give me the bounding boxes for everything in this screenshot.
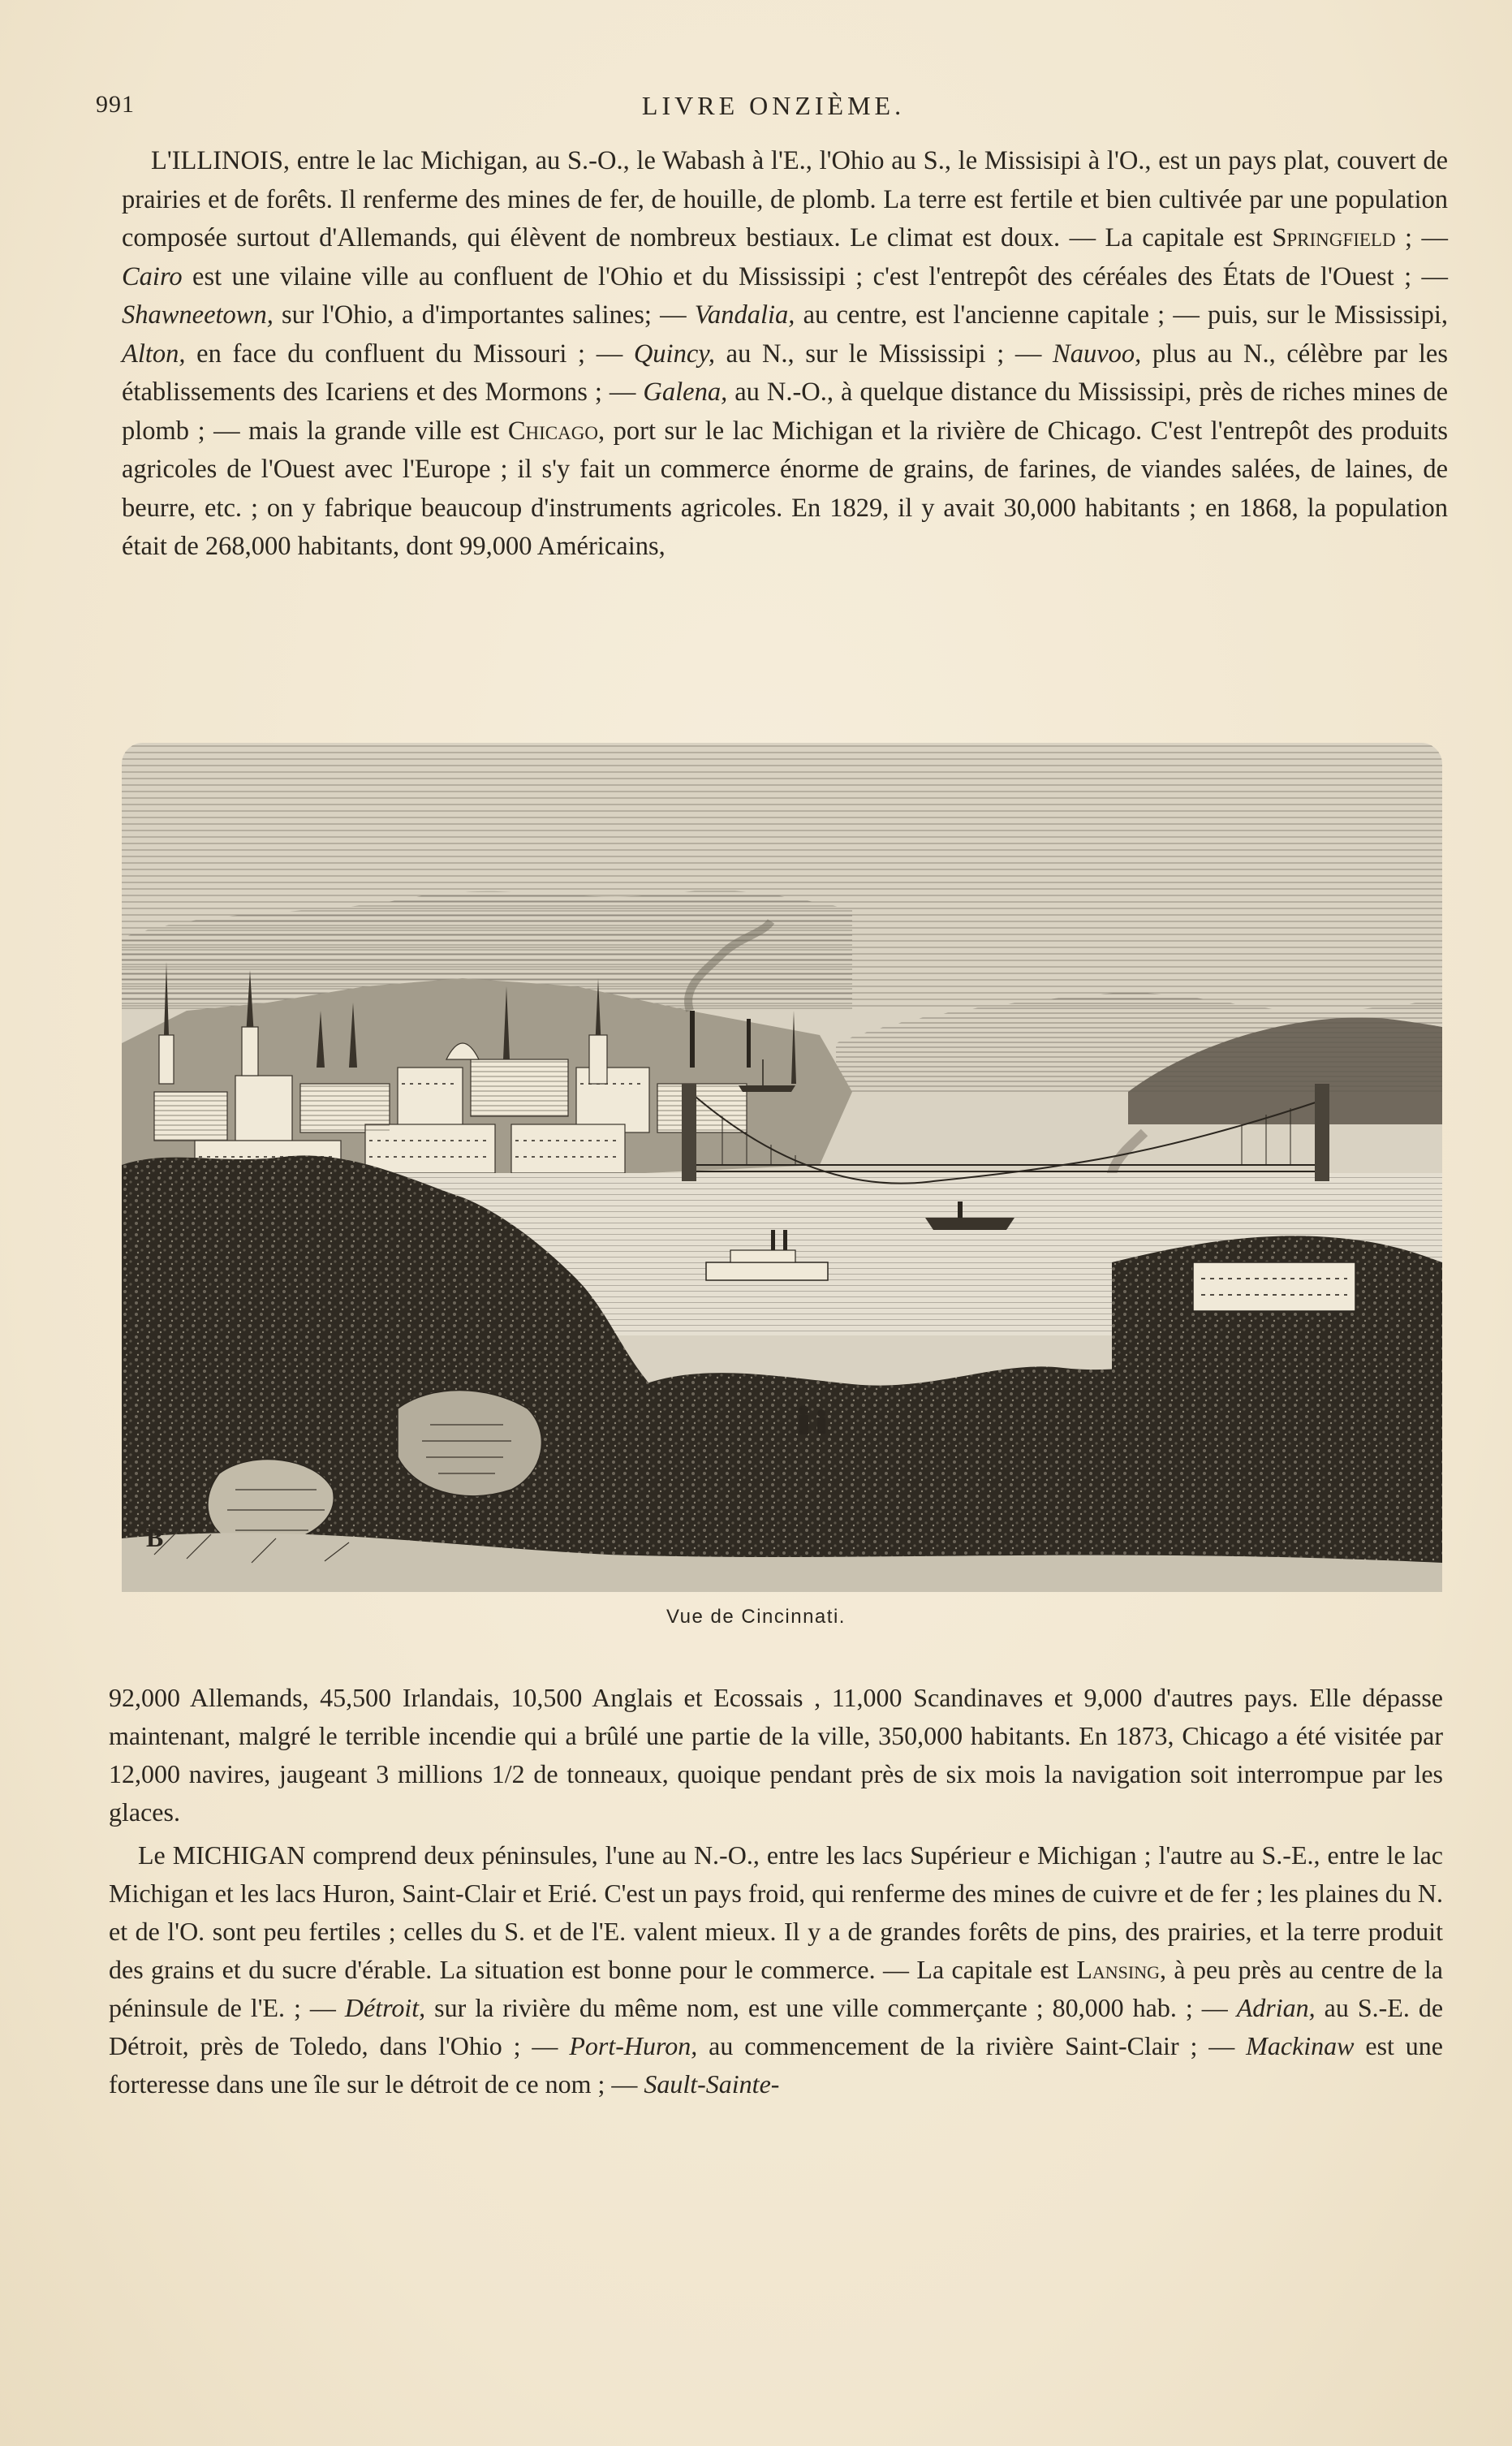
text-run: sur l'Ohio, a d'importantes salines; —	[273, 300, 695, 330]
engraver-monogram: B	[146, 1523, 164, 1552]
text-run: est une vilaine ville au confluent de l'Ohio et du Mississipi ; c'est l'entrepôt des céréales des États de l'Ouest ; —	[182, 261, 1448, 291]
text-run: port sur le lac Michigan et la rivière de Chicago. C'est l'entrepôt des produits agricoles de l'Ouest avec l'Europe ; il s'y fait un commerce énorme de grains, de farines, de viandes salées, de laines, de beurre, etc. ; on y fabrique beaucoup d'instruments agricoles. En 1829, il y avait 30,000 habitants ; en 1868, la population était de 268,000 habitants, dont 99,000 Américains,	[122, 416, 1448, 561]
place-quincy: Quincy,	[633, 339, 716, 369]
place-springfield: Springfield	[1272, 223, 1396, 252]
place-vandalia: Vandalia,	[694, 300, 795, 330]
engraving-cincinnati	[122, 743, 1442, 1592]
text-run: en face du confluent du Missouri ; —	[185, 339, 634, 369]
text-run: au N., sur le Mississipi ; —	[715, 339, 1053, 369]
page-number: 991	[96, 91, 135, 118]
place-nauvoo: Nauvoo,	[1053, 339, 1142, 369]
place-detroit: Détroit,	[344, 1993, 426, 2022]
chicago-continuation: 92,000 Allemands, 45,500 Irlandais, 10,500 Anglais et Ecossais , 11,000 Scandinaves et 9,000 d'autres pays. Elle dépasse maintenant, malgré le terrible incendie qui a brûlé une partie de la ville, 350,000 habitants. En 1873, Chicago a été visitée par 12,000 navires, jaugeant 3 millions 1/2 de tonneaux, quoique pendant près de six mois la navigation soit interrompue par les glaces.	[109, 1683, 1443, 1827]
figure-caption: Vue de Cincinnati.	[666, 1606, 846, 1628]
page-header	[96, 91, 1451, 132]
text-run: ; —	[1395, 223, 1448, 252]
place-mackinaw: Mackinaw	[1246, 2031, 1355, 2060]
michigan-paragraph	[109, 1836, 1443, 2103]
lower-text	[109, 1679, 1443, 2103]
place-sault-sainte: Sault-Sainte-	[644, 2069, 780, 2099]
text-run: au S.-E. de Détroit, près de Toledo, dans l'Ohio ; —	[109, 1993, 1444, 2060]
illinois-paragraph	[122, 142, 1448, 567]
text-run: au N.-O., à quelque distance du Mississipi, près de riches mines de plomb ; — mais la grande ville est	[122, 377, 1449, 446]
place-galena: Galena,	[643, 377, 728, 407]
running-title: LIVRE ONZIÈME.	[641, 91, 906, 120]
text-run: au commencement de la rivière Saint-Clair ; —	[697, 2031, 1247, 2060]
place-cairo: Cairo	[122, 261, 183, 291]
text-run: sur la rivière du même nom, est une ville commerçante ; 80,000 hab. ; —	[425, 1993, 1237, 2022]
place-shawneetown: Shawneetown,	[122, 300, 274, 330]
text-run: au centre, est l'ancienne capitale ; — puis, sur le Mississipi,	[795, 300, 1448, 330]
text-run: L'ILLINOIS, entre le lac Michigan, au S.-O., le Wabash à l'E., l'Ohio au S., le Missisipi à l'O., est un pays plat, couvert de prairies et de forêts. Il renferme des mines de fer, de houille, de plomb. La terre est fertile et bien cultivée par une population composée surtout d'Allemands, qui élèvent de nombreux bestiaux. Le climat est doux. — La capitale est	[122, 146, 1448, 252]
text-run: Le MICHIGAN comprend deux péninsules, l'une au N.-O., entre les lacs Supérieur e Michigan ; l'autre au S.-E., entre le lac Michigan et les lacs Huron, Saint-Clair et Erié. C'est un pays froid, qui renferme des mines de cuivre et de fer ; les plaines du N. et de l'O. sont peu fertiles ; celles du S. et de l'E. valent mieux. Il y a de grandes forêts de pins, des prairies, et la terre produit des grains et du sucre d'érable. La situation est bonne pour le commerce. — La capitale est	[109, 1840, 1443, 1984]
text-run: est une forteresse dans une île sur le détroit de ce nom ; —	[109, 2031, 1444, 2099]
place-chicago: Chicago,	[507, 416, 605, 446]
place-adrian: Adrian,	[1236, 1993, 1316, 2022]
text-run: à peu près au centre de la péninsule de l'E. ; —	[109, 1955, 1444, 2022]
place-lansing: Lansing,	[1076, 1955, 1166, 1984]
place-port-huron: Port-Huron,	[569, 2031, 698, 2060]
engraving-illustration	[122, 743, 1442, 1592]
text-run: plus au N., célèbre par les établissements des Icariens et des Mormons ; —	[122, 339, 1448, 407]
place-alton: Alton,	[122, 339, 186, 369]
